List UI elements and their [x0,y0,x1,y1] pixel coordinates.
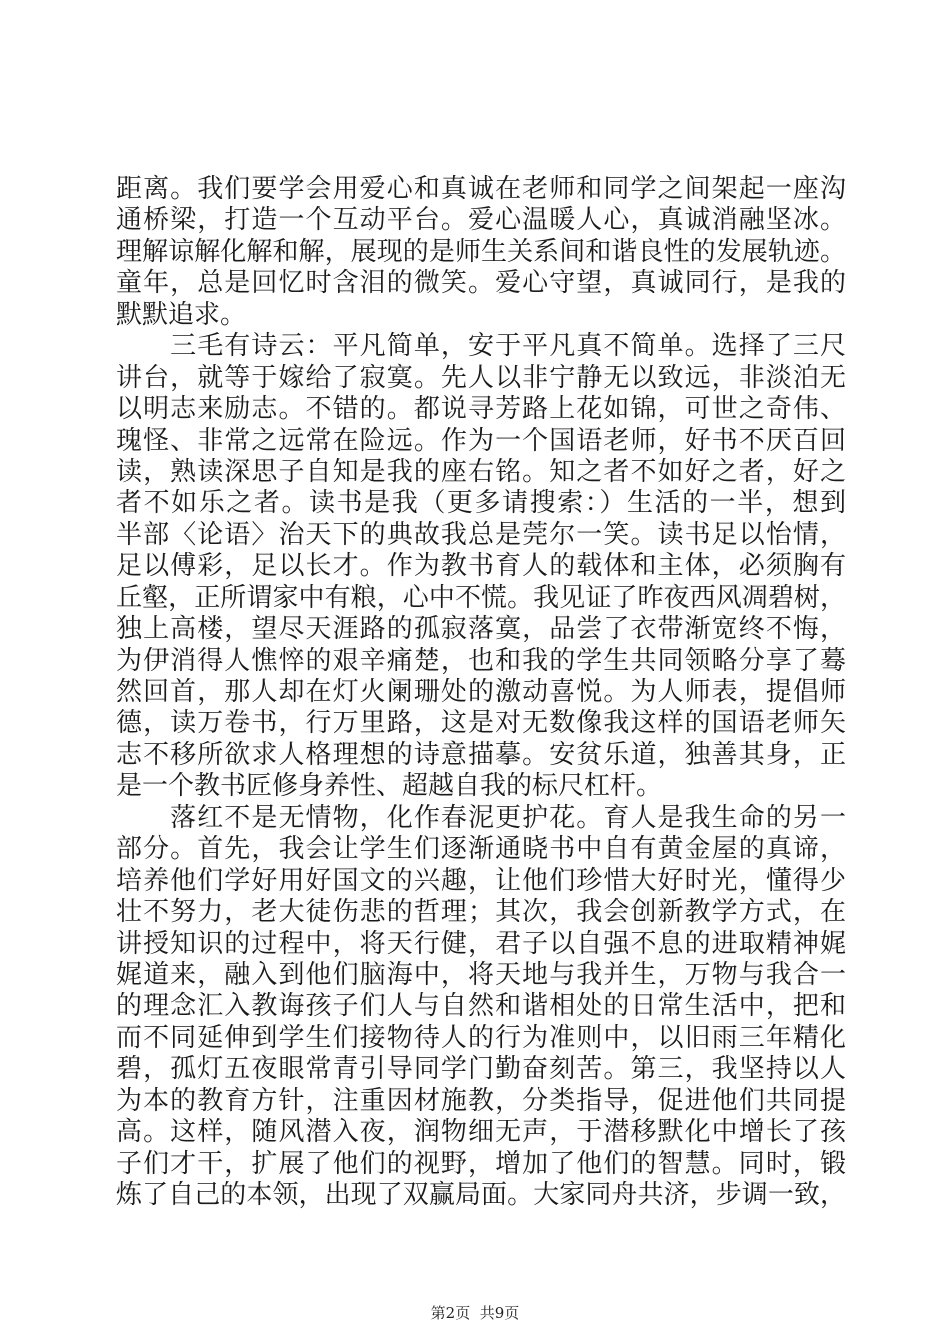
text-line: 半部〈论语〉治天下的典故我总是莞尔一笑。读书足以怡情， [116,519,846,550]
text-line: 高。这样，随风潜入夜，润物细无声，于潜移默化中增长了孩 [116,1117,846,1148]
text-line: 默默追求。 [116,299,247,330]
text-line: 培养他们学好用好国文的兴趣，让他们珍惜大好时光，懂得少 [116,865,846,896]
text-line: 理解谅解化解和解，展现的是师生关系间和谐良性的发展轨迹。 [116,236,846,267]
text-line: 是一个教书匠修身养性、超越自我的标尺杠杆。 [116,771,663,802]
page-total: 共9页 [479,1304,520,1322]
text-line: 娓道来，融入到他们脑海中，将天地与我并生，万物与我合一 [116,959,846,990]
text-line: 的理念汇入教诲孩子们人与自然和谐相处的日常生活中，把和 [116,991,846,1022]
text-line: 通桥梁，打造一个互动平台。爱心温暖人心，真诚消融坚冰。 [116,205,846,236]
text-line: 童年，总是回忆时含泪的微笑。爱心守望，真诚同行，是我的 [116,268,846,299]
document-body [116,174,846,1211]
text-line: 以明志来励志。不错的。都说寻芳路上花如锦，可世之奇伟、 [116,394,846,425]
text-line: 碧，孤灯五夜眼常青引导同学门勤奋刻苦。第三，我坚持以人 [116,1054,846,1085]
text-line: 瑰怪、非常之远常在险远。作为一个国语老师，好书不厌百回 [116,425,846,456]
text-line: 落红不是无情物，化作春泥更护花。育人是我生命的另一 [116,802,846,833]
text-line: 丘壑，正所谓家中有粮，心中不慌。我见证了昨夜西风凋碧树， [116,582,846,613]
text-line: 而不同延伸到学生们接物待人的行为准则中，以旧雨三年精化 [116,1022,846,1053]
text-line: 壮不努力，老大徒伤悲的哲理；其次，我会创新教学方式，在 [116,897,846,928]
text-line: 读，熟读深思子自知是我的座右铭。知之者不如好之者，好之 [116,456,846,487]
text-line: 部分。首先，我会让学生们逐渐通晓书中自有黄金屋的真谛， [116,834,846,865]
text-line: 子们才干，扩展了他们的视野，增加了他们的智慧。同时，锻 [116,1148,846,1179]
page-number: 第2页 [430,1304,471,1322]
text-line: 炼了自己的本领，出现了双赢局面。大家同舟共济，步调一致， [116,1180,846,1210]
text-line: 者不如乐之者。读书是我（更多请搜索：）生活的一半，想到 [116,488,846,519]
text-line: 独上高楼，望尽天涯路的孤寂落寞，品尝了衣带渐宽终不悔， [116,614,846,645]
text-line: 距离。我们要学会用爱心和真诚在老师和同学之间架起一座沟 [116,174,846,204]
text-line: 为本的教育方针，注重因材施教，分类指导，促进他们共同提 [116,1085,846,1116]
text-line: 三毛有诗云：平凡简单，安于平凡真不简单。选择了三尺 [116,331,846,362]
text-line: 志不移所欲求人格理想的诗意描摹。安贫乐道，独善其身，正 [116,739,846,770]
text-line: 然回首，那人却在灯火阑珊处的激动喜悦。为人师表，提倡师 [116,677,846,707]
text-line: 讲授知识的过程中，将天行健，君子以自强不息的进取精神娓 [116,928,846,959]
page-footer [0,1303,950,1323]
text-line: 德，读万卷书，行万里路，这是对无数像我这样的国语老师矢 [116,708,846,739]
footer-separator [470,1304,480,1322]
text-line: 讲台，就等于嫁给了寂寞。先人以非宁静无以致远，非淡泊无 [116,362,846,393]
text-line: 足以傅彩，足以长才。作为教书育人的载体和主体，必须胸有 [116,551,846,582]
text-line: 为伊消得人憔悴的艰辛痛楚，也和我的学生共同领略分享了蓦 [116,645,846,676]
